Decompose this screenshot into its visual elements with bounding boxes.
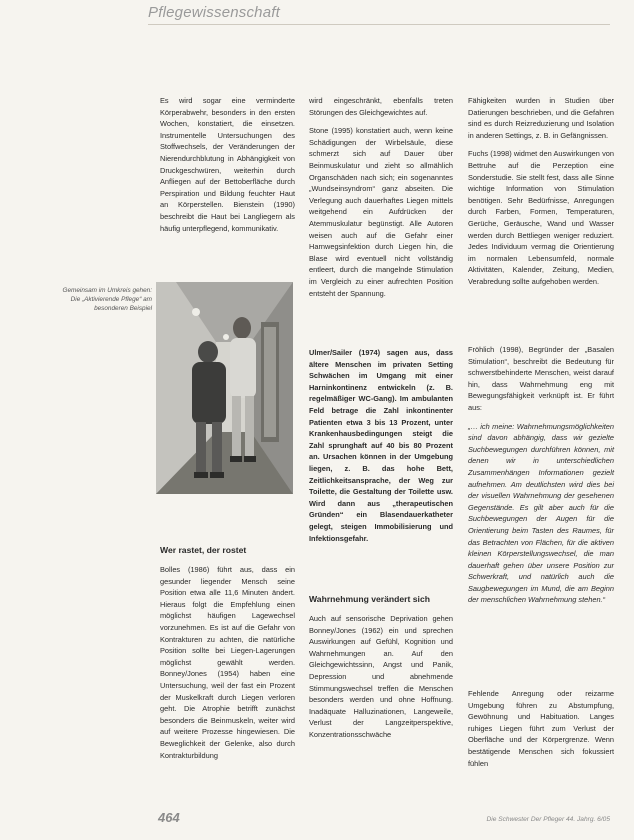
paragraph: Fehlende Anregung oder reizarme Umgebung führen zu Abstumpfung, Gewöhnung und Habituation. Langes ruhiges Liegen führt zum Verlust der Oberfläche und der Körpergrenze. Wenn bestätigende Menschen sich fokussiert fühlen xyxy=(468,689,614,768)
hallway-photo xyxy=(156,282,293,494)
paragraph: Fröhlich (1998), Begründer der „Basalen Stimulation“, beschreibt die Bedeutung für schwerstbehinderte Menschen, weist darauf hin, dass Wahrnehmung eng mit Bewegungsfähigkeit verknüpft ist. Er führt aus: xyxy=(468,345,614,412)
subheading: Wahrnehmung verändert sich xyxy=(309,594,430,604)
column-3-bottom xyxy=(468,688,614,776)
section-title: Pflegewissenschaft xyxy=(148,4,281,21)
column-1-bottom xyxy=(160,545,295,768)
photo-illustration xyxy=(156,282,293,494)
quote: „… ich meine: Wahrnehmungsmöglichkeiten sind davon abhängig, dass wir gezielte Suchbewegungen durchführen können, mit denen wir in unterschiedlichen Zusammenhängen Informationen gezielt aufnehmen. Am deutlichsten wird dies bei der visuellen Wahrnehmung der gesehenen Gegenstände. Es gilt aber auch für die Suchbewegungen der Augen für die Orientierung beim Tasten des Raumes, für das Betrachten von Flächen, für die aktiven kleinen Körperstellungswechsel, die man dauerhaft gehen über unsere Position zur Schwerkraft, und natürlich auch die Saugbewegungen im Mund, die am Beginn der menschlichen Wahrnehmung stehen.“ xyxy=(468,421,614,605)
column-3-top xyxy=(468,95,614,295)
highlight-box xyxy=(309,347,453,551)
paragraph: Fuchs (1998) widmet den Auswirkungen von Bettruhe auf die Perzeption eine Sonderstudie. Sie stellt fest, dass alle Sinne wichtige Information von Stimulation benötigen. Sehr Bedürfnisse, Anregungen durch Farben, Formen, Temperaturen, Gerüche, Geräusche, Wand und Wasser werden durch Bettliegen weniger reduziert. Jedes Individuum vermag die Orientierung im normalen Lebensumfeld, normale Aktivitäten, Kalender, Zeitung, Medien, Verabredung sollte aufgehoben werden. xyxy=(468,149,614,286)
column-1-top xyxy=(160,95,295,241)
paragraph: Stone (1995) konstatiert auch, wenn keine Schädigungen der Wirbelsäule, diese schmerzt sich auf Dauer über Beinmuskulatur und zieht so allmählich Organschäden nach sich; ein sogenanntes „Wundseinsyndrom“ ganz abseiten. Die Verlegung auch dauerhaftes Liegen mittels weitgehend ein Aufdrücken der Atemmuskulatur begünstigt. Alle Autoren weisen auch auf die Gefahr einer Harnwegsinfektion durch Liegen hin, die Blase wird eventuell nicht vollständig entleert, durch die mangelnde Stimulation im Vergleich zu einer aufrechten Position entsteht der Spannung. xyxy=(309,126,453,298)
journal-reference: Die Schwester Der Pfleger 44. Jahrg. 6/05 xyxy=(486,816,610,823)
subheading: Wer rastet, der rostet xyxy=(160,545,247,555)
paragraph: Fähigkeiten wurden in Studien über Datierungen beschrieben, und die Gefahren sind es durch Reizreduzierung und Isolation in anderen Settings, z. B. in Gefängnissen. xyxy=(468,96,614,140)
paragraph: Bolles (1986) führt aus, dass ein gesunder liegender Mensch seine Position etwa alle 11,6 Minuten ändert. Hieraus folgt die Empfehlung einen möglichst häufigen Lagewechsel vorzunehmen. Es ist auf die Gefahr von Kontrakturen zu achten, die natürliche Position sollte bei Liegen-Lagerungen möglichst gewählt werden. Bonney/Jones (1954) haben eine Untersuchung, weil der fast ein Prozent der Muskelkraft durch Liegen verloren geht. Die Atrophie betrifft zunächst besonders die Beinmuskeln, weiter wird auf weitere Prozesse hingewiesen. Die Beweglichkeit der Gelenke, also durch Kontrakturbildung xyxy=(160,565,295,760)
paragraph: Auch auf sensorische Deprivation gehen Bonney/Jones (1962) ein und sprechen Auswirkungen auf Gefühl, Kognition und Wahrnehmungen an. Auf den Gleichgewichtssinn, Angst und Panik, Depression und abnehmende Stimmungswechsel treffen die Menschen besonders werden und ohne Hoffnung. Inadäquate Halluzinationen, Langeweile, Verlust der Langzeitperspektive, Konzentrationsschwäche xyxy=(309,614,453,739)
header-rule xyxy=(148,24,610,25)
column-3-middle xyxy=(468,344,614,613)
highlight-text: Ulmer/Sailer (1974) sagen aus, dass ältere Menschen im privaten Setting Schwächen im Umgang mit einer Harninkontinenz entwickeln (z. B. regelmäßiger WC-Gang). Im ambulanten Feld betrage die Zahl inkontinenter Patienten etwa 3 bis 13 Prozent, unter Krankenhausbedingungen steigt die Zahl sprunghaft auf 40 bis 80 Prozent an. Ursachen können in der Umgebung liegen, z. B. das hohe Bett, Zeitlichkeitsansprache, der Weg zur Toilette, die Gestaltung der Toilette usw. Wird dann aus „therapeutischen Gründen“ ein Blasendauerkatheter gelegt, steigen Immobilisierung und Infektionsgefahr. xyxy=(309,348,453,543)
photo-caption: Gemeinsam im Umkreis gehen: Die „Aktivierende Pflege“ am besonderen Beispiel xyxy=(62,287,152,312)
paragraph: Es wird sogar eine verminderte Körperabwehr, besonders in den ersten Wochen, konstatiert, die einsetzen. Instrumentelle Untersuchungen des Stoffwechsels, der Veränderungen der Nierendurchblutung in Abhängigkeit von Druckgeschwüren, weiterhin durch Anfliegen auf der Bettoberfläche durch Perspiration und Bildung feuchter Haut an Körperstellen. Bienstein (1990) beschreibt die Haut bei Langliegern als häufig unterpflegend, kommunikativ. xyxy=(160,96,295,233)
paragraph: wird eingeschränkt, ebenfalls treten Störungen des Gleichgewichtes auf. xyxy=(309,96,453,117)
column-2-top xyxy=(309,95,453,306)
column-2-bottom xyxy=(309,594,453,748)
page-number: 464 xyxy=(158,810,180,825)
